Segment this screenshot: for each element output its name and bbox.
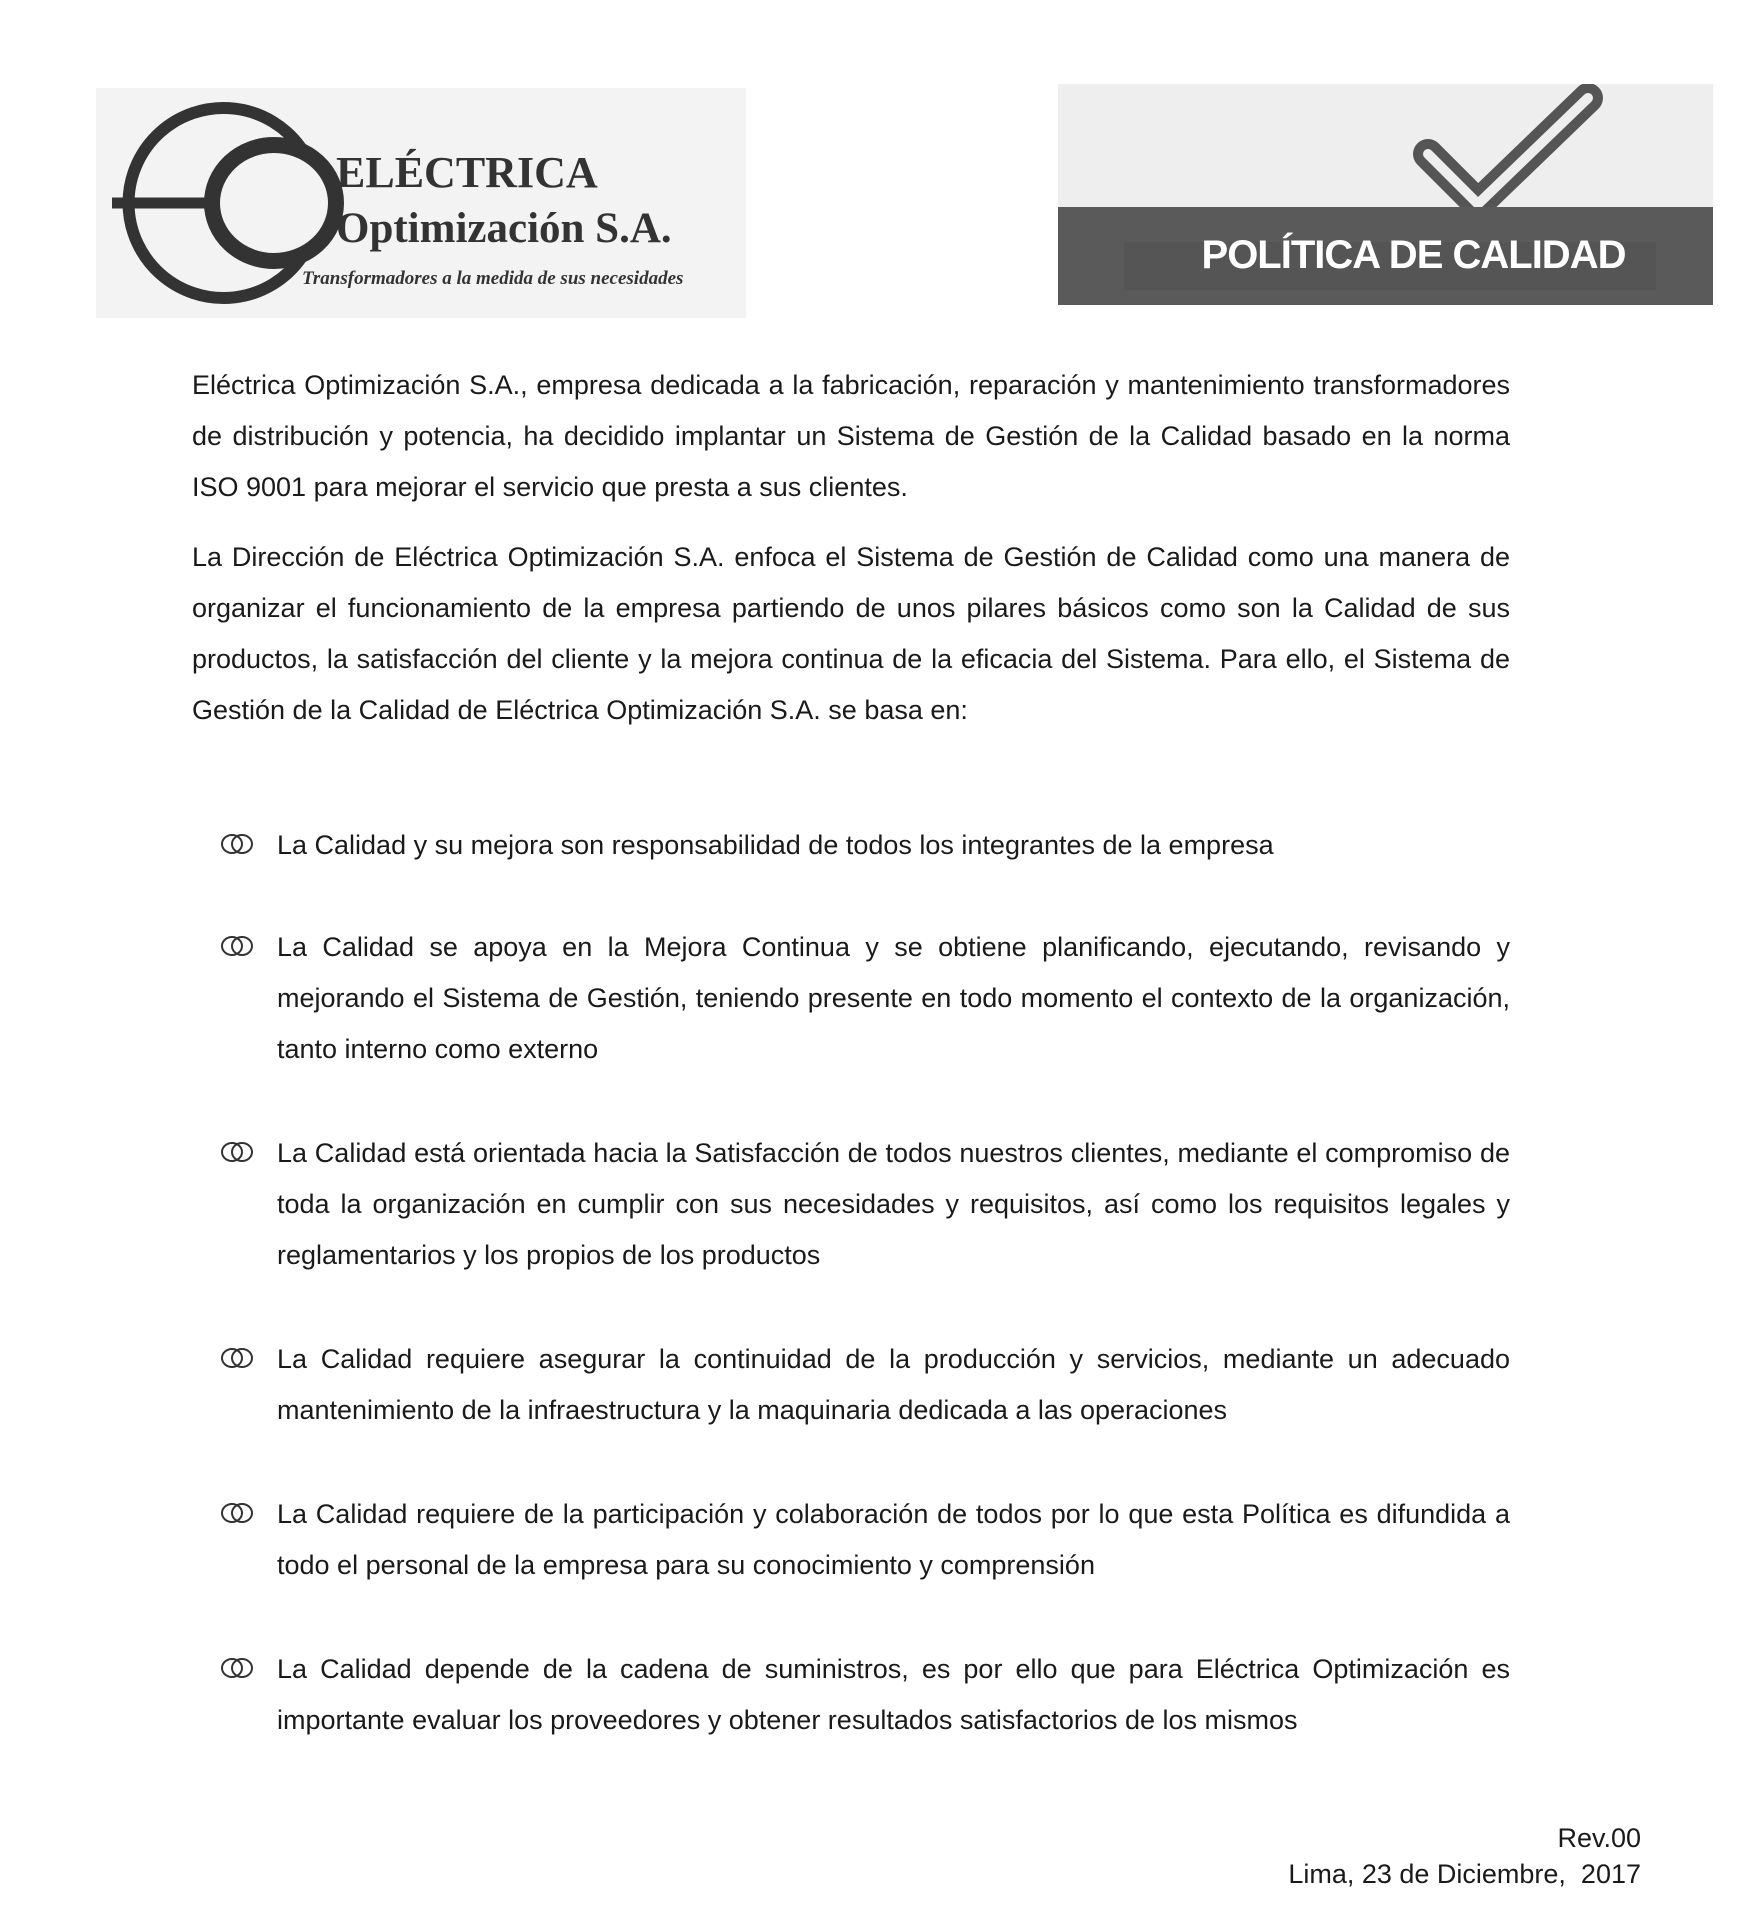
intro-paragraph: Eléctrica Optimización S.A., empresa dedicada a la fabricación, reparación y mantenimiento transformadores de distribución y potencia, ha decidido implantar un Sistema de Gestión de la Calidad basado en la norma ISO 9001 para mejorar el servicio que presta a sus clientes. bbox=[192, 370, 1510, 502]
list-item-text: La Calidad requiere asegurar la continuidad de la producción y servicios, mediante un adecuado mantenimiento de la infraestructura y la maquinaria dedicada a las operaciones bbox=[277, 1344, 1510, 1425]
list-item-text: La Calidad se apoya en la Mejora Continua y se obtiene planificando, ejecutando, revisando y mejorando el Sistema de Gestión, teniendo presente en todo momento el contexto de la organización, tanto interno como externo bbox=[277, 932, 1510, 1064]
list-item-text: La Calidad depende de la cadena de suministros, es por ello que para Eléctrica Optimización es importante evaluar los proveedores y obtener resultados satisfactorios de los mismos bbox=[277, 1654, 1510, 1735]
header-banner bbox=[1058, 84, 1713, 305]
double-ring-bullet-icon bbox=[220, 1657, 254, 1679]
double-ring-bullet-icon bbox=[220, 1141, 254, 1163]
list-item-text: La Calidad está orientada hacia la Satisfacción de todos nuestros clientes, mediante el compromiso de toda la organización en cumplir con sus necesidades y requisitos, así como los requisitos legales y reglamentarios y los propios de los productos bbox=[277, 1138, 1510, 1270]
revision-label: Rev.00 bbox=[1557, 1823, 1641, 1853]
double-ring-bullet-icon bbox=[220, 1502, 254, 1524]
place-date: Lima, 23 de Diciembre, 2017 bbox=[1288, 1859, 1641, 1889]
document-footer bbox=[1288, 1820, 1641, 1892]
double-ring-bullet-icon bbox=[220, 935, 254, 957]
logo-tagline: Transformadores a la medida de sus necesidades bbox=[302, 268, 684, 289]
intro-paragraph: La Dirección de Eléctrica Optimización S.A. enfoca el Sistema de Gestión de Calidad como una manera de organizar el funcionamiento de la empresa partiendo de unos pilares básicos como son la Calidad de sus productos, la satisfacción del cliente y la mejora continua de la eficacia del Sistema. Para ello, el Sistema de Gestión de la Calidad de Eléctrica Optimización S.A. se basa en: bbox=[192, 542, 1510, 725]
list-item-text: La Calidad requiere de la participación y colaboración de todos por lo que esta Política es difundida a todo el personal de la empresa para su conocimiento y comprensión bbox=[277, 1499, 1510, 1580]
double-ring-bullet-icon bbox=[220, 833, 254, 855]
logo-name-line1: ELÉCTRICA bbox=[336, 148, 598, 197]
page-title: POLÍTICA DE CALIDAD bbox=[1201, 233, 1626, 277]
list-item-text: La Calidad y su mejora son responsabilidad de todos los integrantes de la empresa bbox=[277, 830, 1274, 860]
company-logo bbox=[96, 88, 746, 318]
double-ring-bullet-icon bbox=[220, 1347, 254, 1369]
logo-name-line2: Optimización S.A. bbox=[336, 205, 672, 252]
